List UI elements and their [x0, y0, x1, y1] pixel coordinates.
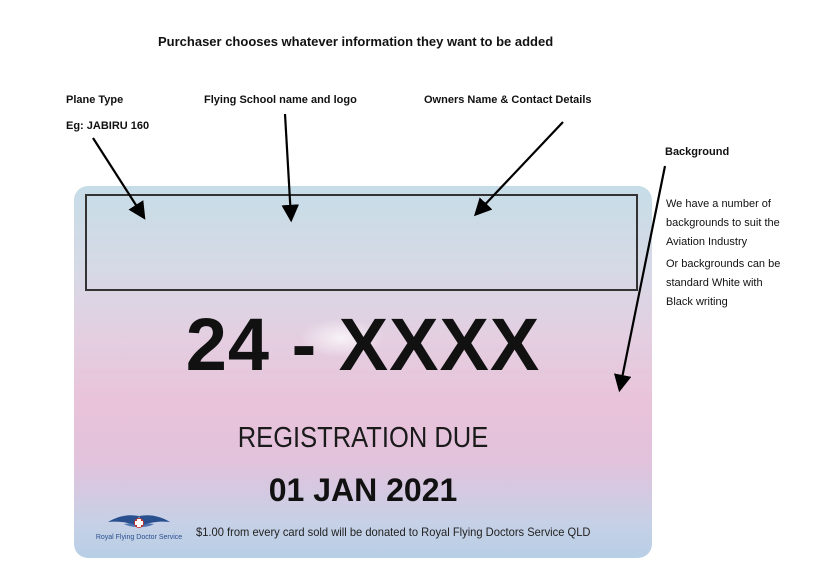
- label-plane-example: Eg: JABIRU 160: [66, 120, 150, 132]
- note-line: We have a number of: [666, 198, 771, 210]
- note-line: standard White with: [666, 277, 763, 289]
- note-line: Black writing: [666, 296, 728, 308]
- rfds-logo: [84, 510, 194, 546]
- label-plane-type: Plane Type: [66, 94, 124, 106]
- label-background: Background: [665, 146, 730, 158]
- note-line: Or backgrounds can be: [666, 258, 781, 270]
- label-flying-school: Flying School name and logo: [204, 94, 357, 106]
- rfds-wings-icon: [84, 510, 194, 536]
- rfds-logo-text: Royal Flying Doctor Service: [95, 534, 183, 541]
- label-owner: Owners Name & Contact Details: [424, 94, 592, 106]
- background-notes: [666, 195, 780, 312]
- registration-number: 24 - XXXX: [185, 303, 541, 386]
- headline: Purchaser chooses whatever information they want to be added: [158, 34, 554, 49]
- note-line: Aviation Industry: [666, 236, 748, 248]
- registration-card: [74, 186, 652, 558]
- note-line: backgrounds to suit the: [666, 217, 780, 229]
- registration-due-label: REGISTRATION DUE: [237, 422, 489, 454]
- donation-note: $1.00 from every card sold will be donated to Royal Flying Doctors Service QLD: [196, 525, 591, 539]
- custom-info-box: [85, 194, 638, 291]
- registration-due-date: 01 JAN 2021: [268, 472, 458, 508]
